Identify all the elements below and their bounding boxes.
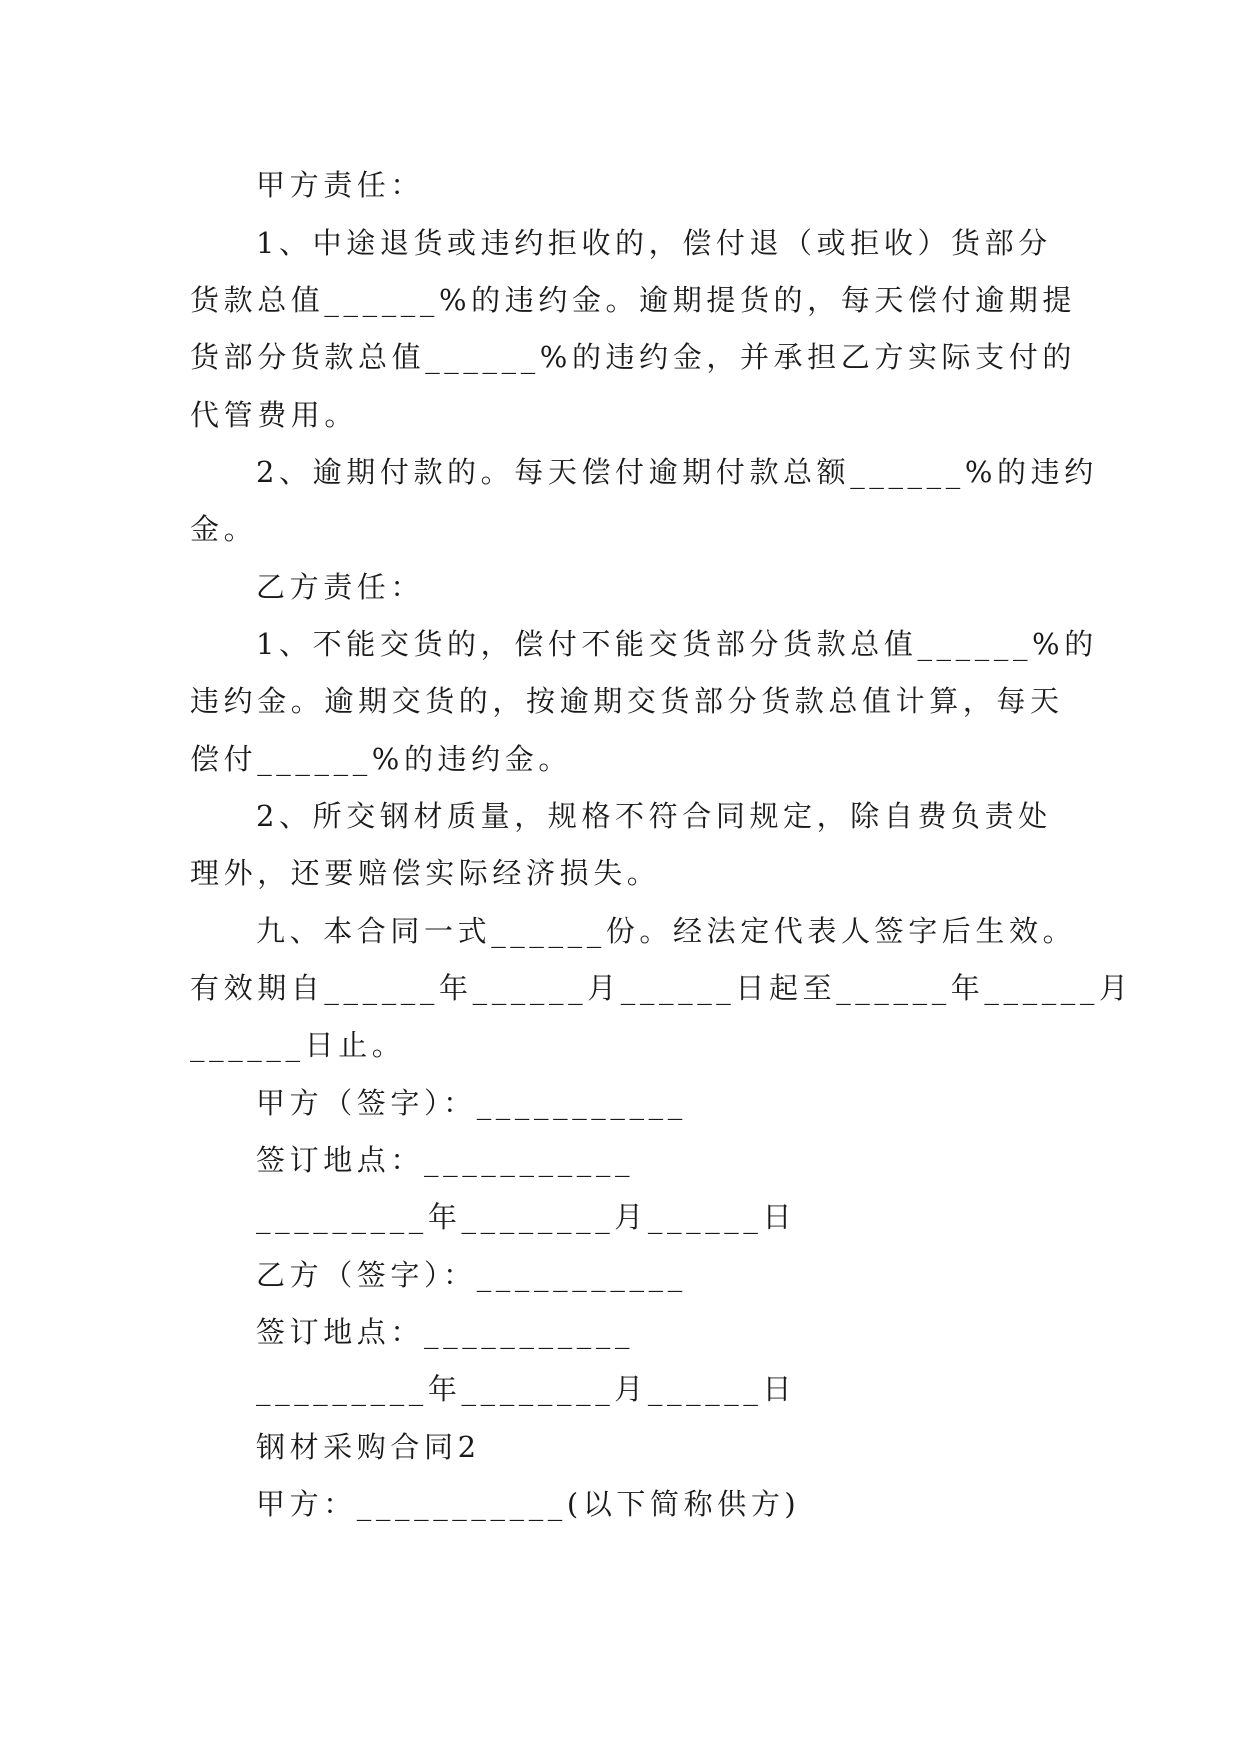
paragraph-line: 2、逾期付款的。每天偿付逾期付款总额______%的违约 — [256, 455, 1098, 489]
signing-place-line: 签订地点：___________ — [256, 1143, 635, 1177]
paragraph-line: 1、中途退货或违约拒收的，偿付退（或拒收）货部分 — [256, 226, 1052, 260]
party-a-supplier-line: 甲方：___________(以下简称供方) — [256, 1487, 801, 1521]
paragraph-line: 货款总值______%的违约金。逾期提货的，每天偿付逾期提 — [190, 283, 1076, 317]
party-b-responsibility-heading: 乙方责任： — [256, 570, 425, 604]
paragraph-line: 违约金。逾期交货的，按逾期交货部分货款总值计算，每天 — [190, 684, 1064, 718]
party-b-signature-line: 乙方（签字）：___________ — [256, 1258, 687, 1292]
party-a-responsibility-heading: 甲方责任： — [256, 168, 425, 202]
paragraph-line: 理外，还要赔偿实际经济损失。 — [190, 856, 661, 890]
paragraph-line: 代管费用。 — [190, 398, 359, 432]
paragraph-line: 货部分货款总值______%的违约金，并承担乙方实际支付的 — [190, 340, 1076, 374]
paragraph-line: 2、所交钢材质量，规格不符合同规定，除自费负责处 — [256, 799, 1052, 833]
contract-title: 钢材采购合同2 — [256, 1430, 481, 1464]
paragraph-line: 偿付______%的违约金。 — [190, 742, 572, 776]
date-line: _________年________月______日 — [256, 1200, 797, 1234]
paragraph-line: ______日止。 — [190, 1028, 406, 1062]
paragraph-line: 有效期自______年______月______日起至______年______月 — [190, 971, 1133, 1005]
date-line: _________年________月______日 — [256, 1372, 797, 1406]
signing-place-line: 签订地点：___________ — [256, 1315, 635, 1349]
paragraph-line: 九、本合同一式______份。经法定代表人签字后生效。 — [256, 914, 1077, 948]
party-a-signature-line: 甲方（签字）：___________ — [256, 1086, 687, 1120]
paragraph-line: 1、不能交货的，偿付不能交货部分货款总值______%的 — [256, 627, 1098, 661]
paragraph-line: 金。 — [190, 512, 258, 546]
